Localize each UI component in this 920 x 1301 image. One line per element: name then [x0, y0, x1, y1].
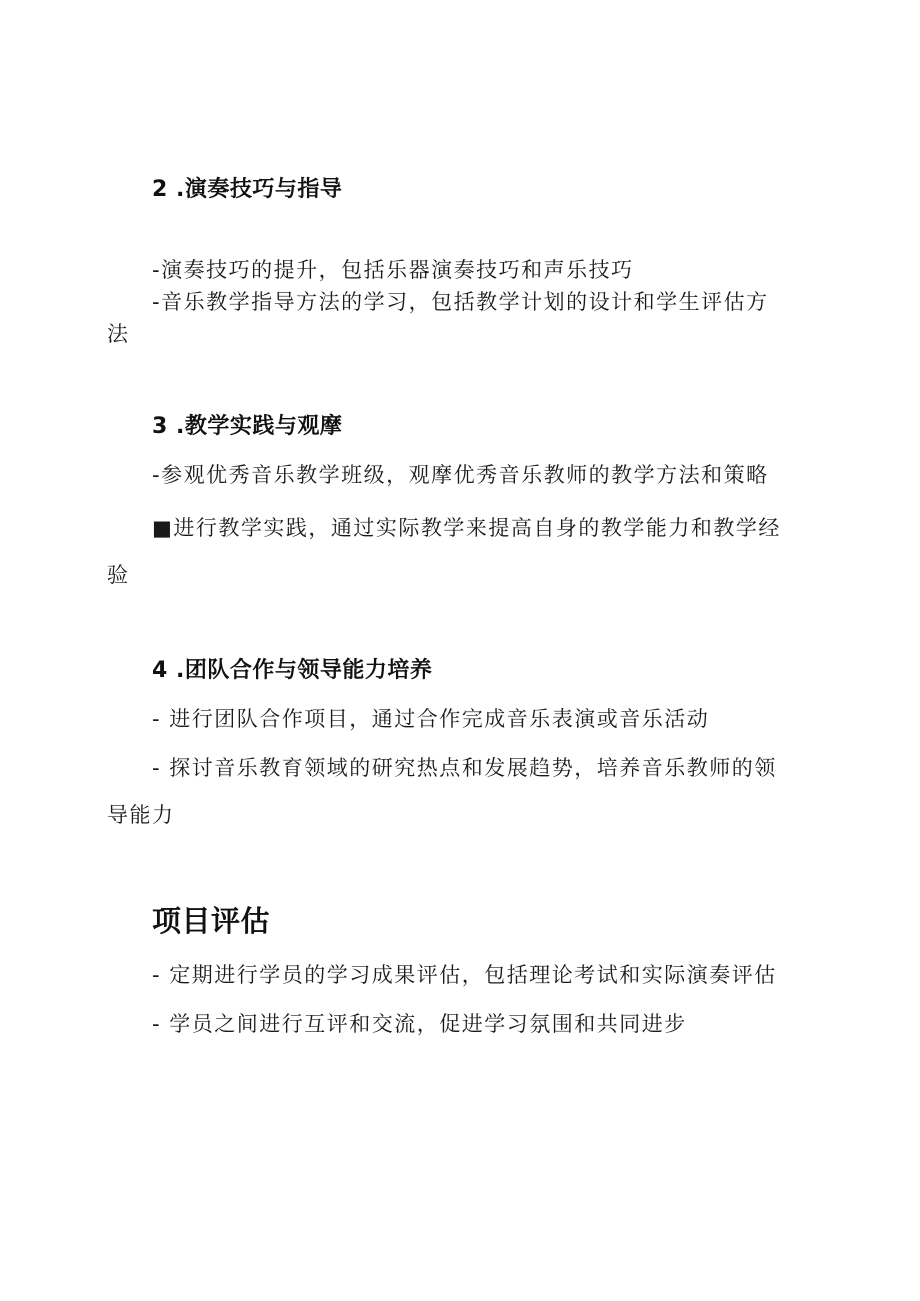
paragraph-line: -演奏技巧的提升，包括乐器演奏技巧和声乐技巧: [152, 258, 634, 282]
section-title: .团队合作与领导能力培养: [176, 658, 433, 683]
paragraph-line: - 探讨音乐教育领域的研究热点和发展趋势，培养音乐教师的领: [152, 756, 777, 780]
section-title: .演奏技巧与指导: [176, 177, 343, 202]
section-heading: [152, 657, 432, 685]
paragraph-line: - 定期进行学员的学习成果评估，包括理论考试和实际演奏评估: [152, 963, 777, 987]
paragraph-line: 导能力: [107, 803, 175, 827]
paragraph-line: 验: [107, 563, 130, 587]
section-number: 4: [152, 658, 168, 683]
paragraph-line: ■进行教学实践，通过实际教学来提高自身的教学能力和教学经: [152, 516, 781, 540]
paragraph-line: -参观优秀音乐教学班级，观摩优秀音乐教师的教学方法和策略: [152, 463, 769, 487]
paragraph-line: -音乐教学指导方法的学习，包括教学计划的设计和学生评估方: [152, 290, 769, 314]
paragraph-line: 法: [107, 322, 130, 346]
paragraph-line: - 学员之间进行互评和交流，促进学习氛围和共同进步: [152, 1012, 687, 1036]
paragraph-line: - 进行团队合作项目，通过合作完成音乐表演或音乐活动: [152, 707, 710, 731]
section-number: 2: [152, 177, 168, 202]
section-number: 3: [152, 414, 168, 439]
section-heading: [152, 176, 342, 204]
evaluation-title: 项目评估: [152, 904, 271, 938]
section-heading: [152, 413, 342, 441]
section-title: .教学实践与观摩: [176, 414, 343, 439]
